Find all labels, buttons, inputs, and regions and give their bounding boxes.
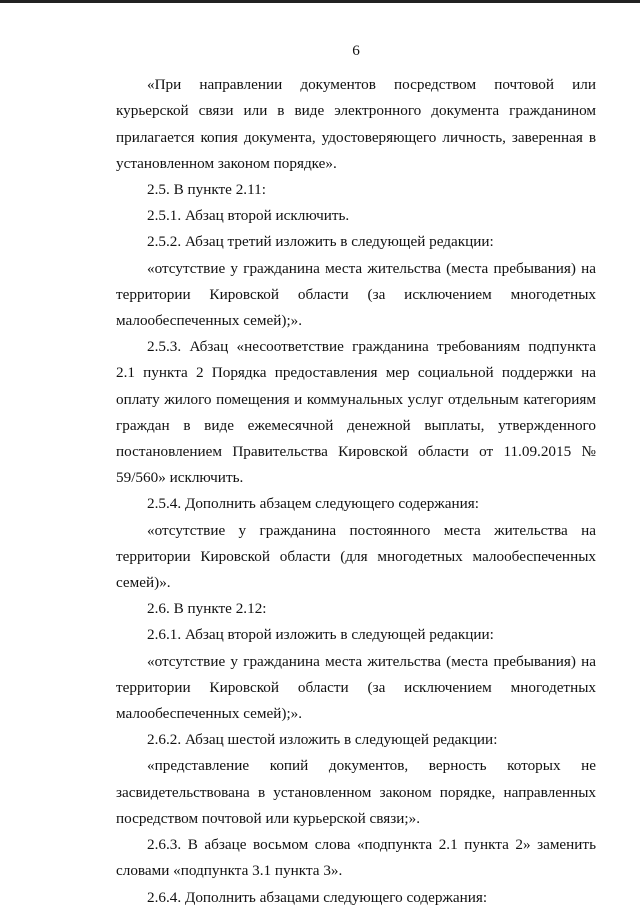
paragraph: «отсутствие у гражданина места жительства (места пребывания) на территории Кировской области (за исключением многодетных малообеспеченных семей);».	[116, 259, 596, 330]
paragraph: «отсутствие у гражданина места жительства (места пребывания) на территории Кировской области (за исключением многодетных малообеспеченных семей);».	[116, 652, 596, 723]
document-page	[116, 38, 596, 911]
paragraph: 2.5.1. Абзац второй исключить.	[147, 207, 350, 225]
page-top-border	[0, 0, 640, 3]
paragraph: «При направлении документов посредством почтовой или курьерской связи или в виде электронного документа гражданином прилагается копия документа, удостоверяющего личность, заверенная в установленном законом порядке».	[116, 76, 596, 172]
paragraph: 2.5.3. Абзац «несоответствие гражданина требованиям подпункта 2.1 пункта 2 Порядка предоставления мер социальной поддержки на оплату жилого помещения и коммунальных услуг отдельным категориям граждан в виде ежемесячной денежной выплаты, утвержденного постановлением Правительства Кировской области от 11.09.2015 № 59/560» исключить.	[116, 338, 596, 487]
page-number: 6	[352, 42, 360, 59]
paragraph: 2.5.4. Дополнить абзацем следующего содержания:	[147, 495, 479, 513]
paragraph: 2.5.2. Абзац третий изложить в следующей редакции:	[147, 233, 494, 251]
paragraph: 2.6.2. Абзац шестой изложить в следующей редакции:	[147, 731, 498, 749]
paragraph: 2.6.3. В абзаце восьмом слова «подпункта 2.1 пункта 2» заменить словами «подпункта 3.1 пункта 3».	[116, 836, 596, 880]
paragraph: 2.6.4. Дополнить абзацами следующего содержания:	[147, 888, 488, 906]
paragraph: 2.6.1. Абзац второй изложить в следующей редакции:	[147, 626, 494, 644]
paragraph: 2.5. В пункте 2.11:	[147, 181, 266, 199]
paragraph: 2.6. В пункте 2.12:	[147, 600, 267, 618]
paragraph: «отсутствие у гражданина постоянного места жительства на территории Кировской области (для многодетных малообеспеченных семей)».	[116, 521, 596, 592]
paragraph: «представление копий документов, верность которых не засвидетельствована в установленном законом порядке, направленных посредством почтовой или курьерской связи;».	[116, 757, 596, 827]
